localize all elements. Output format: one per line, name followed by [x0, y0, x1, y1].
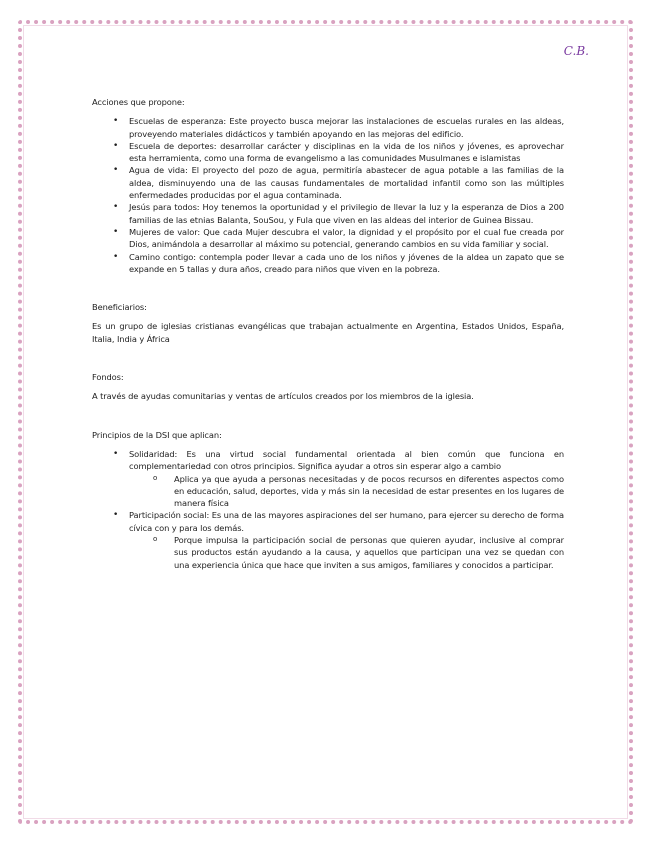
section-title-principios: Principios de la DSI que aplican:	[92, 429, 222, 440]
list-item: • Solidaridad: Es una virtud social fundamental orientada al bien común que funciona en complementariedad con otros principios. Significa ayudar a otros sin esperar algo a cambio	[92, 448, 564, 473]
section-beneficiarios	[92, 301, 564, 345]
list-item: • Mujeres de valor: Que cada Mujer descubra el valor, la dignidad y el propósito por el cual fue creada por Dios, animándola a desarrollar al máximo su potencial, generando cambios en su vida familiar y social.	[92, 226, 564, 251]
section-acciones	[92, 96, 564, 275]
list-item: • Camino contigo: contempla poder llevar a cada uno de los niños y jóvenes de la aldea un zapato que se expande en 5 tallas y dura años, creado para niños que viven en la pobreza.	[92, 251, 564, 276]
sub-list-item: o Aplica ya que ayuda a personas necesitadas y de pocos recursos en diferentes aspectos como en educación, salud, deportes, vida y más sin la necesidad de estar presentes en los lugares de manera física	[92, 473, 564, 510]
section-fondos	[92, 371, 564, 403]
section-title-beneficiarios: Beneficiarios:	[92, 302, 147, 313]
list-item: • Jesús para todos: Hoy tenemos la oportunidad y el privilegio de llevar la luz y la esperanza de Dios a 200 familias de las etnias Balanta, SouSou, y Fula que viven en las aldeas del interior de Guinea Bissau.	[92, 201, 564, 226]
author-monogram: C.B.	[563, 44, 589, 58]
section-principios	[92, 429, 564, 571]
acciones-list	[92, 115, 564, 275]
sub-list	[92, 534, 564, 571]
document-body	[92, 96, 564, 597]
beneficiarios-text: Es un grupo de iglesias cristianas evangélicas que trabajan actualmente en Argentina, Estados Unidos, España, Italia, India y África	[92, 321, 564, 344]
list-item: • Escuelas de esperanza: Este proyecto busca mejorar las instalaciones de escuelas rurales en las aldeas, proveyendo materiales didácticos y también apoyando en las mejoras del edificio.	[92, 115, 564, 140]
list-item: • Participación social: Es una de las mayores aspiraciones del ser humano, para ejercer su derecho de forma cívica con y para los demás.	[92, 509, 564, 534]
sub-list	[92, 473, 564, 510]
sublist-container	[92, 473, 564, 510]
sub-list-item: o Porque impulsa la participación social de personas que quieren ayudar, inclusive al comprar sus productos están ayudando a la causa, y aquellos que participan una vez se quedan con una experiencia única que hace que inviten a sus amigos, familiares y conocidos a participar.	[92, 534, 564, 571]
sublist-container	[92, 534, 564, 571]
principios-list	[92, 448, 564, 571]
list-item: • Escuela de deportes: desarrollar carácter y disciplinas en la vida de los niños y jóvenes, es aprovechar esta herramienta, como una forma de evangelismo a las comunidades Musulmanes e islamistas	[92, 140, 564, 165]
list-item: • Agua de vida: El proyecto del pozo de agua, permitiría abastecer de agua potable a las familias de la aldea, disminuyendo una de las causas fundamentales de mortalidad infantil como son las múltiples enfermedades producidas por el agua contaminada.	[92, 164, 564, 201]
fondos-text: A través de ayudas comunitarias y ventas de artículos creados por los miembros de la iglesia.	[92, 391, 474, 402]
section-title-acciones: Acciones que propone:	[92, 97, 185, 107]
section-title-fondos: Fondos:	[92, 372, 124, 383]
